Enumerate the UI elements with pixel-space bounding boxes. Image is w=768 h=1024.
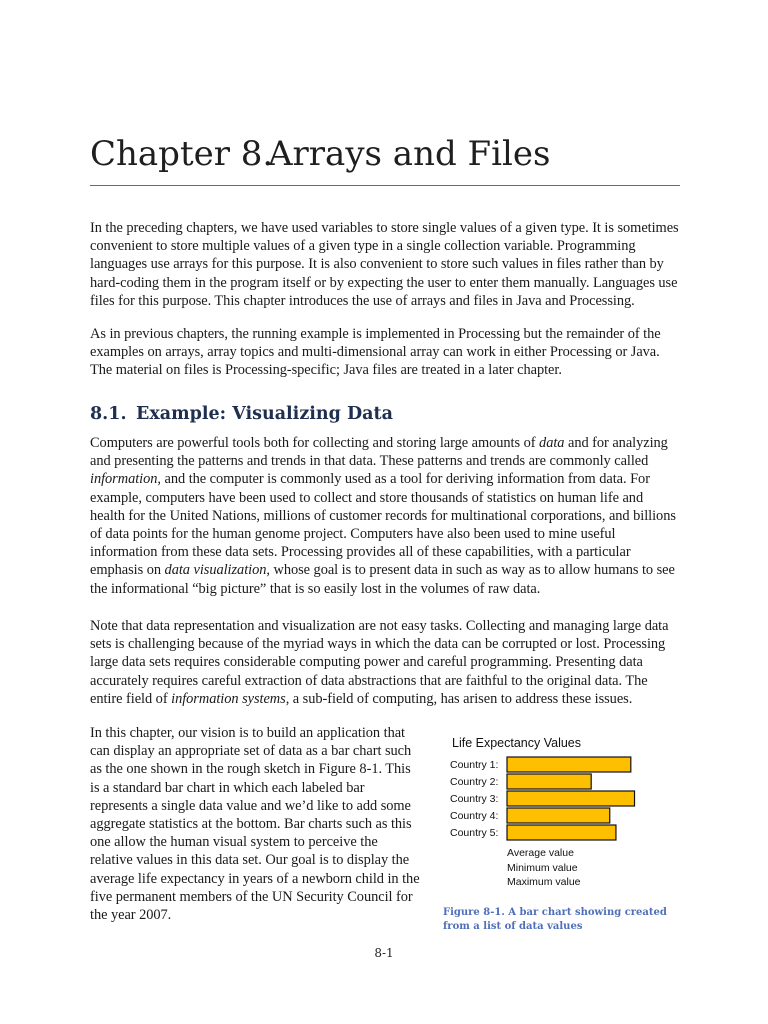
title-rule [90, 185, 680, 186]
bar-chart [440, 756, 690, 846]
section-heading [90, 404, 393, 424]
bar [507, 825, 616, 840]
stat-maximum-label: Maximum value [507, 876, 581, 888]
chapter-name: Arrays and Files [268, 134, 551, 174]
term-information-systems: information systems [171, 690, 286, 707]
section-title: Example: Visualizing Data [136, 404, 393, 424]
term-data: data [539, 435, 565, 451]
text-run: Computers are powerful tools both for collecting and storing large amounts of [90, 435, 540, 451]
bar-label: Country 3: [450, 793, 499, 805]
text-run: Note that data representation and visualization are not easy tasks. Collecting and managing large data sets is challenging because of the myriad ways in which the data can be corrupted or lost. Processing large data sets requires considerable computing power and careful programming. Presenting data accurately requires careful extraction of data abstractions that are faithful to the original data. The entire field of [90, 618, 669, 707]
page-number: 8-1 [374, 946, 394, 960]
chapter-title [90, 134, 550, 174]
figure-caption: Figure 8-1. A bar chart showing created from a list of data values [443, 907, 667, 932]
text-run: and for analyzing and presenting the patterns and trends in that data. These patterns and trends are commonly called [90, 435, 668, 470]
bar-label: Country 2: [450, 776, 499, 788]
bar [507, 808, 610, 823]
figure-8-1 [440, 736, 690, 936]
chart-title: Life Expectancy Values [452, 736, 582, 750]
bar [507, 774, 591, 789]
bar [507, 791, 635, 806]
bar-label: Country 5: [450, 827, 499, 839]
text-run: , and the computer is commonly used as a tool for deriving information from data. For example, computers have been used to collect and store thousands of statistics on human life and health for the United Nations, millions of customer records for multinational corporations, and billions of data points for the human genome project. Computers have also been used to mine useful information from these data sets. Processing provides all of these capabilities, with a particular emphasis on [90, 471, 676, 579]
bar-label: Country 4: [450, 810, 499, 822]
text-run: , a sub-field of computing, has arisen to address these issues. [285, 690, 633, 707]
text-run: , whose goal is to present data in such as way as to allow humans to see the informational “big picture” that is so easily lost in the volumes of raw data. [90, 562, 675, 597]
intro-paragraph-1: In the preceding chapters, we have used variables to store single values of a given type. It is sometimes convenient to store multiple values of a given type in a single collection variable. Programming languages use arrays for this purpose. It is also convenient to store such values in files rather than by hard-coding them in the program itself or by expecting the user to enter them manually. Languages use files for this purpose. This chapter introduces the use of arrays and files in Java and Processing. [90, 220, 679, 309]
body-paragraph-5: In this chapter, our vision is to build an application that can display an appropriate set of data as a bar chart such as the one shown in the rough sketch in Figure 8-1. This is a standard bar chart in which each labeled bar represents a single data value and we’d like to add some aggregate statistics at the bottom. Bar charts such as this one allow the human visual system to perceive the relative values in this data set. Our goal is to display the average life expectancy in years of a newborn child in the five permanent members of the UN Security Council for the year 2007. [90, 725, 420, 924]
bar-label: Country 1: [450, 759, 499, 771]
term-information: information [90, 471, 158, 488]
body-paragraph-4 [90, 617, 680, 708]
stat-minimum-label: Minimum value [507, 861, 578, 874]
bar [507, 757, 631, 772]
aggregate-stats-list [507, 846, 581, 890]
section-number: 8.1. [90, 404, 127, 424]
term-data-visualization: data visualization [164, 562, 267, 579]
chapter-number: Chapter 8. [90, 134, 274, 174]
stat-average-label: Average value [507, 847, 574, 859]
body-paragraph-3 [90, 434, 680, 598]
intro-paragraph-2: As in previous chapters, the running example is implemented in Processing but the remainder of the examples on arrays, array topics and multi-dimensional array can work in either Processing or Java. The material on files is Processing-specific; Java files are treated in a later chapter. [90, 326, 661, 379]
